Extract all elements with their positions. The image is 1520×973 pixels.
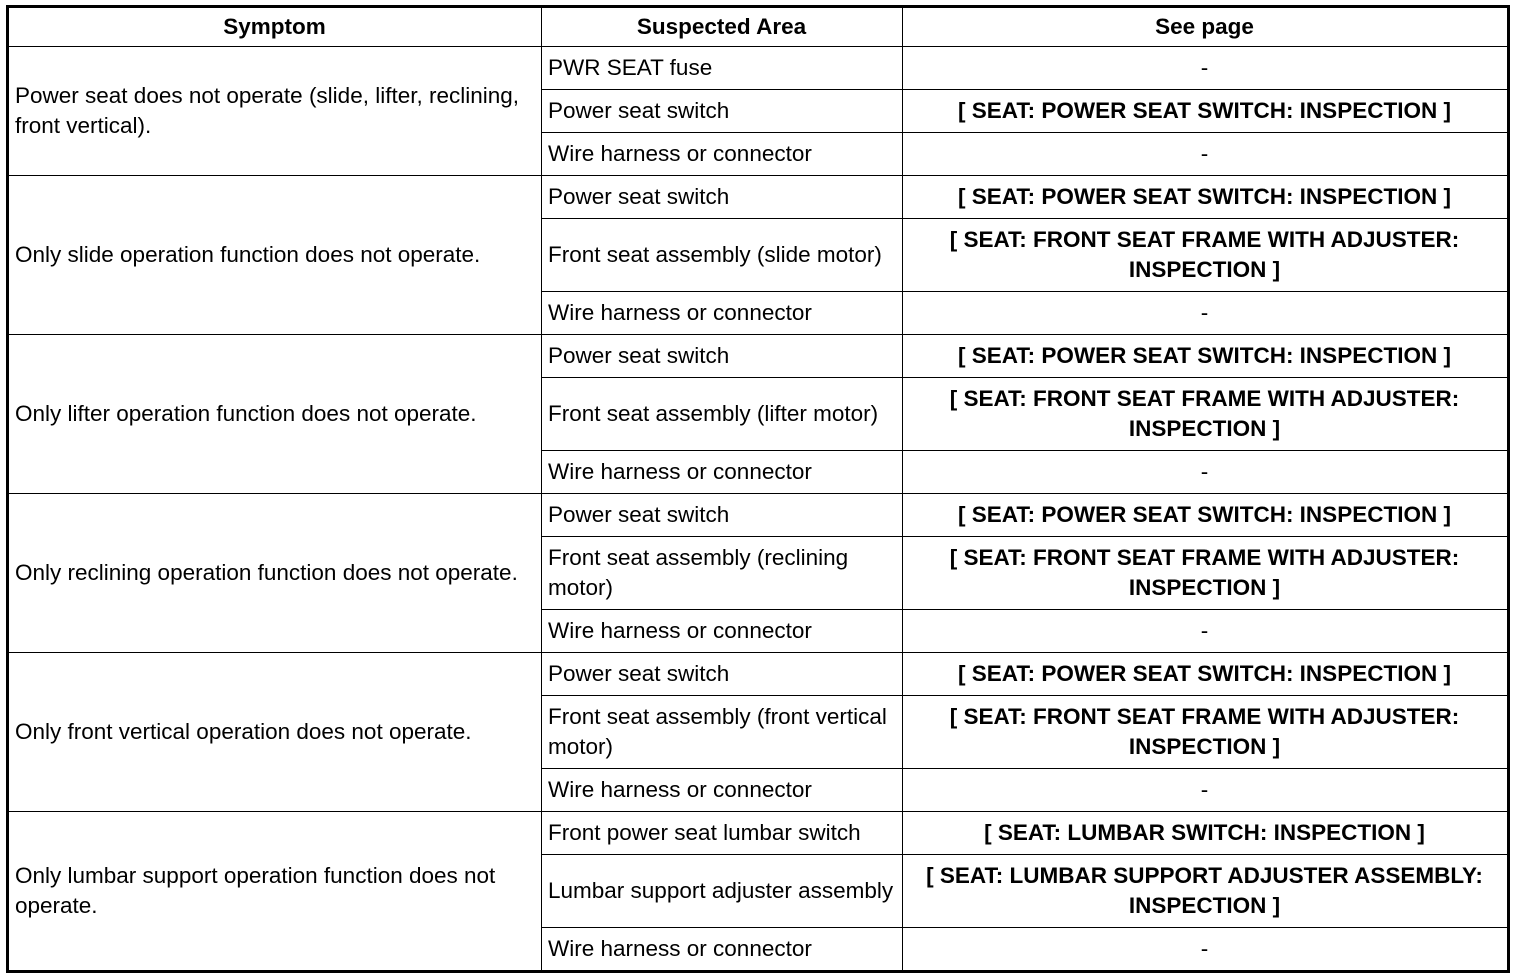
see-page-cell: - — [903, 451, 1509, 494]
header-symptom: Symptom — [8, 7, 542, 47]
see-page-link[interactable]: [ SEAT: FRONT SEAT FRAME WITH ADJUSTER: INSPECTION ] — [903, 219, 1509, 292]
see-page-cell: - — [903, 133, 1509, 176]
suspected-area-cell: Wire harness or connector — [542, 292, 903, 335]
see-page-link[interactable]: [ SEAT: POWER SEAT SWITCH: INSPECTION ] — [903, 335, 1509, 378]
header-suspected-area: Suspected Area — [542, 7, 903, 47]
suspected-area-cell: Front seat assembly (front vertical motor) — [542, 696, 903, 769]
see-page-link[interactable]: [ SEAT: POWER SEAT SWITCH: INSPECTION ] — [903, 90, 1509, 133]
table-row — [8, 176, 1509, 219]
see-page-link[interactable]: [ SEAT: POWER SEAT SWITCH: INSPECTION ] — [903, 494, 1509, 537]
header-see-page: See page — [903, 7, 1509, 47]
see-page-link[interactable]: [ SEAT: FRONT SEAT FRAME WITH ADJUSTER: INSPECTION ] — [903, 696, 1509, 769]
suspected-area-cell: Wire harness or connector — [542, 928, 903, 972]
table-row — [8, 47, 1509, 90]
suspected-area-cell: Power seat switch — [542, 494, 903, 537]
see-page-link[interactable]: [ SEAT: FRONT SEAT FRAME WITH ADJUSTER: INSPECTION ] — [903, 537, 1509, 610]
suspected-area-cell: Power seat switch — [542, 335, 903, 378]
see-page-cell: - — [903, 769, 1509, 812]
see-page-link[interactable]: [ SEAT: POWER SEAT SWITCH: INSPECTION ] — [903, 653, 1509, 696]
symptom-cell: Only reclining operation function does not operate. — [8, 494, 542, 653]
see-page-cell: - — [903, 928, 1509, 972]
see-page-link[interactable]: [ SEAT: POWER SEAT SWITCH: INSPECTION ] — [903, 176, 1509, 219]
table-row — [8, 812, 1509, 855]
see-page-cell: - — [903, 47, 1509, 90]
diagnosis-table — [6, 5, 1510, 973]
suspected-area-cell: Wire harness or connector — [542, 610, 903, 653]
see-page-link[interactable]: [ SEAT: LUMBAR SUPPORT ADJUSTER ASSEMBLY: INSPECTION ] — [903, 855, 1509, 928]
header-row — [8, 7, 1509, 47]
suspected-area-cell: Wire harness or connector — [542, 451, 903, 494]
symptom-cell: Power seat does not operate (slide, lifter, reclining, front vertical). — [8, 47, 542, 176]
suspected-area-cell: PWR SEAT fuse — [542, 47, 903, 90]
table-row — [8, 335, 1509, 378]
suspected-area-cell: Power seat switch — [542, 176, 903, 219]
symptom-cell: Only lifter operation function does not operate. — [8, 335, 542, 494]
symptom-cell: Only slide operation function does not operate. — [8, 176, 542, 335]
suspected-area-cell: Wire harness or connector — [542, 769, 903, 812]
see-page-link[interactable]: [ SEAT: LUMBAR SWITCH: INSPECTION ] — [903, 812, 1509, 855]
suspected-area-cell: Front seat assembly (lifter motor) — [542, 378, 903, 451]
suspected-area-cell: Front power seat lumbar switch — [542, 812, 903, 855]
suspected-area-cell: Front seat assembly (slide motor) — [542, 219, 903, 292]
suspected-area-cell: Power seat switch — [542, 653, 903, 696]
see-page-cell: - — [903, 610, 1509, 653]
table-row — [8, 653, 1509, 696]
see-page-cell: - — [903, 292, 1509, 335]
suspected-area-cell: Wire harness or connector — [542, 133, 903, 176]
table-row — [8, 494, 1509, 537]
symptom-cell: Only front vertical operation does not operate. — [8, 653, 542, 812]
suspected-area-cell: Front seat assembly (reclining motor) — [542, 537, 903, 610]
symptom-cell: Only lumbar support operation function does not operate. — [8, 812, 542, 972]
suspected-area-cell: Lumbar support adjuster assembly — [542, 855, 903, 928]
see-page-link[interactable]: [ SEAT: FRONT SEAT FRAME WITH ADJUSTER: INSPECTION ] — [903, 378, 1509, 451]
suspected-area-cell: Power seat switch — [542, 90, 903, 133]
